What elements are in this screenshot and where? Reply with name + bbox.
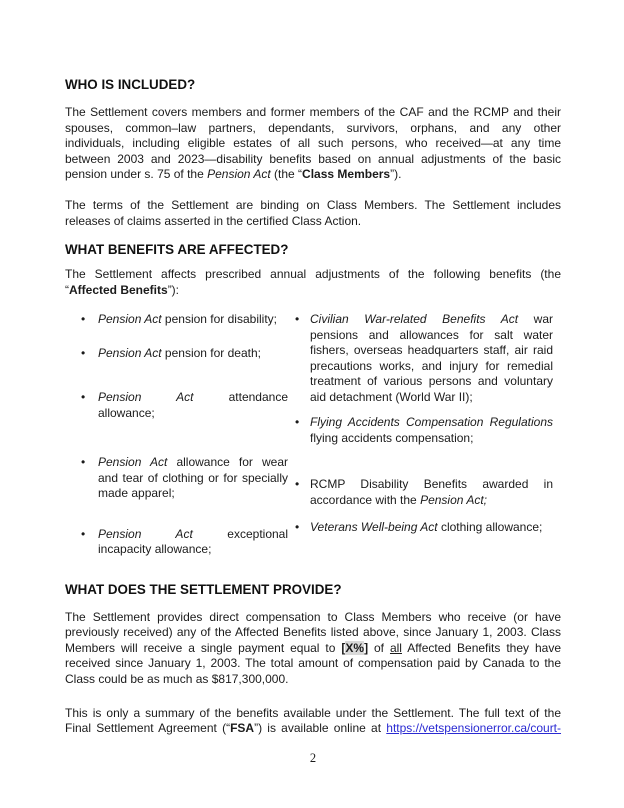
text-run: X% <box>345 640 365 655</box>
benefit-list-item <box>80 312 288 328</box>
text-run: aid detachment (World War II); <box>310 389 473 404</box>
benefit-list-item <box>294 520 553 536</box>
benefit-list-item <box>80 346 288 362</box>
text-run: Pension Act <box>98 345 162 360</box>
text-line <box>98 312 288 328</box>
text-run: [ <box>341 640 346 655</box>
text-run: Affected Benefits they have <box>401 640 561 655</box>
text-run: The terms of the Settlement are binding on Class Members. The Settlement includes <box>65 198 561 212</box>
benefit-list-item <box>80 527 288 558</box>
bullet-icon: • <box>295 415 300 429</box>
text-run: war <box>518 312 554 326</box>
bullet-icon: • <box>295 520 300 534</box>
text-run: Affected Benefits <box>69 282 168 297</box>
text-run: pension for disability; <box>161 312 277 326</box>
text-run: fishers, overseas headquarters staff, air raid <box>310 343 553 357</box>
text-line <box>65 152 561 168</box>
benefit-list-item <box>294 477 553 508</box>
bullet-icon: • <box>81 390 86 404</box>
text-run: received since January 1, 2003. The total amount of compensation paid by Canada to the <box>65 656 561 670</box>
text-run: “ <box>65 282 69 297</box>
text-line <box>65 267 561 283</box>
paragraph-settlement-summary <box>65 706 561 737</box>
text-run: between 2003 and 2023—disability benefits based on annual adjustments of the basic <box>65 151 561 166</box>
text-run: Pension Act <box>98 455 168 469</box>
bullet-icon: • <box>295 477 300 491</box>
text-run: The Settlement covers members and former members of the CAF and the RCMP and their <box>65 105 561 119</box>
text-line <box>65 706 561 722</box>
text-run: The Settlement provides direct compensation to Class Members who receive (or have <box>65 609 561 624</box>
text-run: attendance <box>193 390 288 404</box>
bullet-icon: • <box>81 345 86 360</box>
text-line <box>98 542 288 558</box>
text-run: flying accidents compensation; <box>310 430 474 445</box>
benefit-list-item <box>294 312 553 405</box>
text-line <box>65 214 561 230</box>
benefits-list-left-column <box>80 312 288 558</box>
text-line <box>65 610 561 626</box>
text-run: Class Members <box>302 167 391 181</box>
text-line <box>98 390 288 406</box>
bullet-icon: • <box>81 312 86 326</box>
benefit-list-item <box>80 455 288 502</box>
settlement-agreement-link[interactable]: https://vetspensionerror.ca/court- <box>386 721 562 735</box>
text-line <box>98 455 288 471</box>
text-run: pension under s. 75 of the <box>65 167 208 181</box>
text-line <box>65 105 561 121</box>
benefits-list-right-column <box>294 312 553 558</box>
paragraph-settlement-terms <box>65 198 561 229</box>
text-run: ”). <box>390 167 402 181</box>
text-line <box>310 415 553 431</box>
text-run: Pension Act <box>98 312 162 326</box>
text-line <box>310 328 553 344</box>
text-run: Pension Act <box>98 390 194 404</box>
text-run: Members will receive a single payment equal to <box>65 640 342 655</box>
text-run: made apparel; <box>98 486 175 500</box>
text-run: ] <box>364 640 369 655</box>
heading-who-is-included: WHO IS INCLUDED? <box>65 77 196 92</box>
text-run: pension for death; <box>161 345 261 360</box>
paragraph-benefits-intro <box>65 267 561 298</box>
text-run: of <box>368 640 390 655</box>
text-run: Pension Act <box>207 167 271 181</box>
text-line <box>310 374 553 390</box>
text-run: Civilian War-related Benefits Act <box>310 312 519 326</box>
text-run: allowance; <box>98 405 155 420</box>
text-line <box>310 359 553 375</box>
text-line <box>98 527 288 543</box>
text-line <box>98 406 288 422</box>
text-run: Class could be as much as $817,300,000. <box>65 671 289 686</box>
text-run: ”) is available online at <box>254 721 387 735</box>
text-run: precautions works, and injury for remedial <box>310 358 553 373</box>
text-run: accordance with the <box>310 492 421 507</box>
affected-benefits-list <box>65 312 561 558</box>
text-run: Veterans Well-being Act <box>310 520 438 534</box>
text-line <box>65 672 561 688</box>
text-run: ”): <box>167 282 180 297</box>
text-line <box>65 121 561 137</box>
text-run: incapacity allowance; <box>98 542 212 556</box>
benefit-list-item <box>80 390 288 421</box>
text-line <box>310 312 553 328</box>
text-run: Flying Accidents Compensation Regulations <box>310 415 553 429</box>
text-run: releases of claims asserted in the certified Class Action. <box>65 213 362 228</box>
text-run: allowance for wear <box>167 455 289 469</box>
text-run: all <box>389 640 402 655</box>
heading-settlement-provides: WHAT DOES THE SETTLEMENT PROVIDE? <box>65 581 342 597</box>
text-line <box>65 167 561 183</box>
text-run: This is only a summary of the benefits available under the Settlement. The full text of the <box>65 705 561 720</box>
text-line <box>98 471 288 487</box>
text-line <box>310 477 553 493</box>
text-line <box>65 641 561 657</box>
document-content <box>65 0 561 766</box>
text-line <box>65 721 561 737</box>
text-run: RCMP Disability Benefits awarded in <box>310 477 553 491</box>
paragraph-settlement-payment <box>65 610 561 688</box>
text-line <box>65 283 561 299</box>
text-run: and tear of clothing or for specially <box>98 470 288 485</box>
text-line <box>98 486 288 502</box>
text-run: FSA <box>230 721 255 735</box>
text-line <box>310 390 553 406</box>
bullet-icon: • <box>295 312 300 326</box>
text-line <box>65 625 561 641</box>
text-run: (the “ <box>270 167 303 181</box>
text-run: spouses, common–law partners, dependants, survivors, orphans, and any other <box>65 120 561 135</box>
text-run: Pension Act <box>98 526 193 541</box>
page-number: 2 <box>309 750 317 765</box>
heading-benefits-affected: WHAT BENEFITS ARE AFFECTED? <box>65 242 289 257</box>
text-line <box>310 431 553 447</box>
text-run: individuals, including eligible estates of all such persons, who received—at any time <box>65 136 561 150</box>
text-run: clothing allowance; <box>437 520 543 534</box>
text-run: Pension Act; <box>420 492 487 507</box>
bullet-icon: • <box>81 455 86 469</box>
text-run: The Settlement affects prescribed annual adjustments of the following benefits (the <box>65 267 561 281</box>
text-line <box>65 198 561 214</box>
text-line <box>310 520 553 536</box>
text-run: pensions and allowances for salt water <box>310 327 553 342</box>
text-line <box>98 346 288 362</box>
text-run: treatment of various persons and voluntary <box>310 374 553 388</box>
text-line <box>310 343 553 359</box>
paragraph-settlement-coverage <box>65 105 561 183</box>
text-run: Final Settlement Agreement (“ <box>65 721 231 735</box>
text-line <box>65 136 561 152</box>
bullet-icon: • <box>81 526 86 541</box>
text-run: previously received) any of the Affected Benefits listed above, since January 1, 2003. Class <box>65 625 561 639</box>
text-run: exceptional <box>192 526 289 541</box>
benefit-list-item <box>294 415 553 446</box>
text-line <box>65 656 561 672</box>
text-line <box>310 493 553 509</box>
